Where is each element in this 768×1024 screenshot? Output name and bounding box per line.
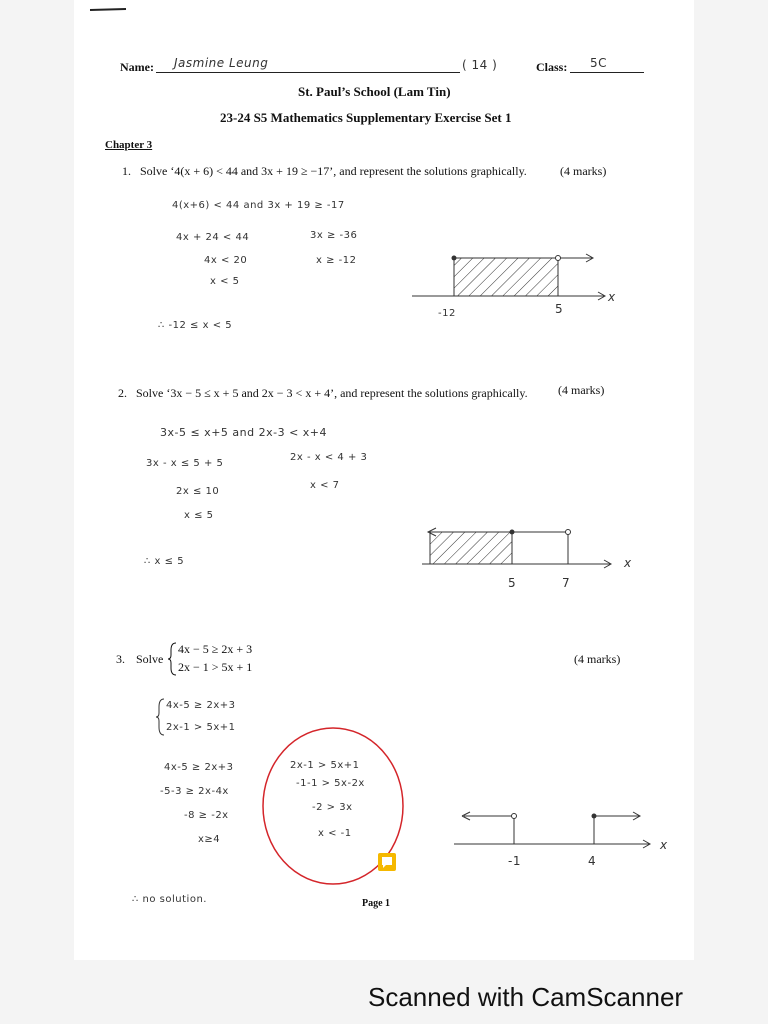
q1-graph-label-left: -12 [438,308,456,319]
q3-number-line [450,800,660,860]
class-underline [570,72,644,73]
q3-graph-axis-label: x [660,838,668,852]
chapter-heading: Chapter 3 [105,139,153,151]
q2-number: 2. [118,386,127,400]
q3-work-l3: -8 ≥ -2x [184,810,229,821]
q2-work-r3: x < 7 [310,480,340,491]
q3-system-brace [168,642,178,676]
q1-conclusion: ∴ -12 ≤ x < 5 [158,320,233,331]
camscanner-watermark: Scanned with CamScanner [368,982,684,1012]
q2-work-l2: 3x - x ≤ 5 + 5 [146,458,224,469]
q3-work-r4: x < -1 [318,828,352,839]
name-underline [156,72,460,73]
q3-work-s1: 4x-5 ≥ 2x+3 [166,700,236,711]
q1-work-r2: 3x ≥ -36 [310,230,358,241]
q2-graph-label-right: 7 [562,576,571,590]
q3-marks: (4 marks) [574,652,621,666]
q2-number-line [420,520,640,580]
q3-graph-label-right: 4 [588,854,597,868]
q1-work-l3: 4x < 20 [204,255,248,266]
q2-work-l4: x ≤ 5 [184,510,214,521]
q3-work-l4: x≥4 [198,834,221,845]
top-scan-mark [88,6,128,12]
q3-work-brace [156,698,166,736]
q1-work-line1: 4(x+6) < 44 and 3x + 19 ≥ -17 [172,200,345,211]
q1-graph-label-right: 5 [555,302,564,316]
q1-graph-axis-label: x [608,290,616,304]
q1-number: 1. [122,164,131,178]
q3-work-r3: -2 > 3x [312,802,353,813]
q3-solve: Solve [136,652,164,666]
class-value: 5C [590,56,608,70]
q3-system-eq2: 2x − 1 > 5x + 1 [178,660,253,674]
q2-graph-label-left: 5 [508,576,517,590]
q2-marks: (4 marks) [558,383,605,397]
q3-work-l2: -5-3 ≥ 2x-4x [160,786,229,797]
class-label: Class: [536,60,568,74]
page-number: Page 1 [362,898,391,909]
q3-work-s2: 2x-1 > 5x+1 [166,722,236,733]
q2-work-line1: 3x-5 ≤ x+5 and 2x-3 < x+4 [160,426,328,439]
note-icon[interactable] [377,852,397,872]
q3-number: 3. [116,652,125,666]
q2-text: Solve ‘3x − 5 ≤ x + 5 and 2x − 3 < x + 4’, and represent the solutions graphically. [136,386,528,400]
school-name: St. Paul’s School (Lam Tin) [298,84,451,99]
q2-work-r2: 2x - x < 4 + 3 [290,452,368,463]
name-value: Jasmine Leung [174,56,269,70]
q3-graph-label-left: -1 [508,854,521,868]
q3-work-l1: 4x-5 ≥ 2x+3 [164,762,234,773]
name-label: Name: [120,60,154,74]
q1-work-l4: x < 5 [210,276,240,287]
q1-work-l2: 4x + 24 < 44 [176,232,250,243]
q1-text: Solve ‘4(x + 6) < 44 and 3x + 19 ≥ −17’, and represent the solutions graphically. [140,164,527,178]
q2-graph-axis-label: x [624,556,632,570]
page-title: 23-24 S5 Mathematics Supplementary Exercise Set 1 [220,110,512,125]
q3-system-eq1: 4x − 5 ≥ 2x + 3 [178,642,253,656]
q2-conclusion: ∴ x ≤ 5 [144,556,185,567]
q1-marks: (4 marks) [560,164,607,178]
q3-work-r2: -1-1 > 5x-2x [296,778,365,789]
q1-work-r3: x ≥ -12 [316,255,357,266]
q3-work-r1: 2x-1 > 5x+1 [290,760,360,771]
class-number: ( 14 ) [462,58,498,72]
q3-conclusion: ∴ no solution. [132,894,207,905]
q1-number-line [400,240,640,320]
q2-work-l3: 2x ≤ 10 [176,486,220,497]
